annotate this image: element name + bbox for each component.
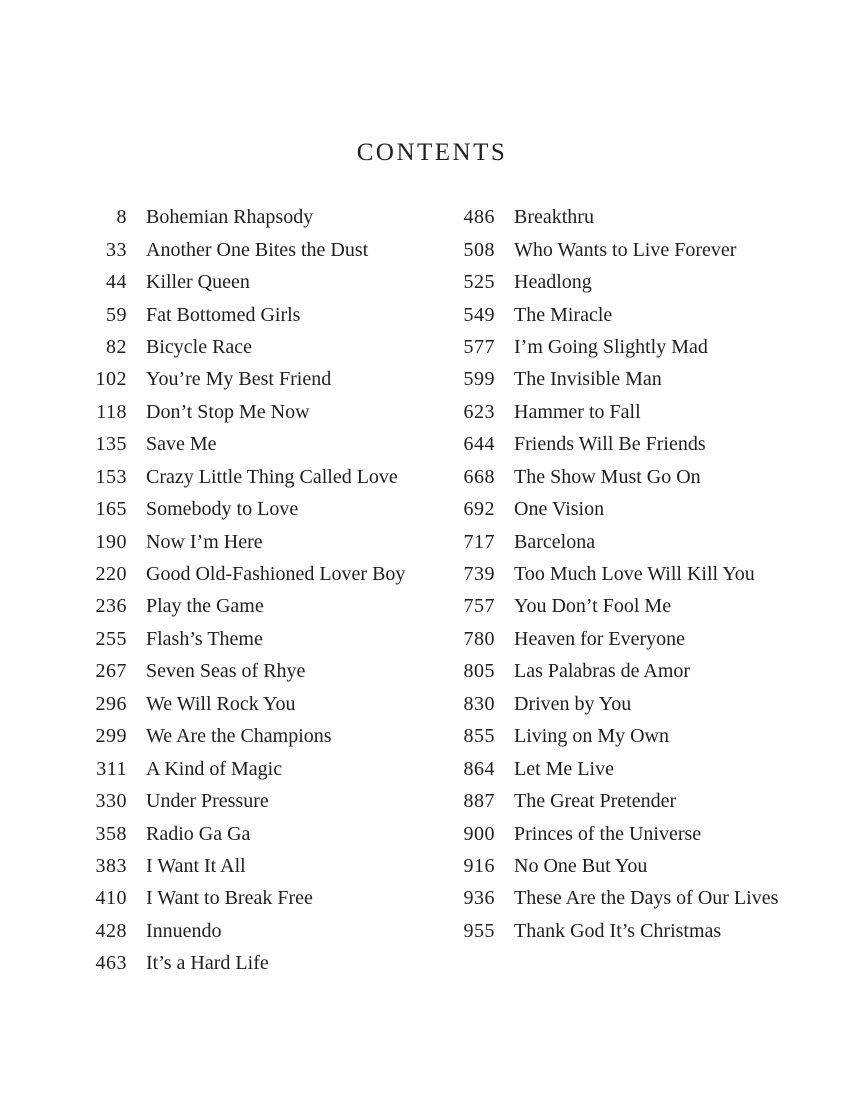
toc-entry-song-title: The Show Must Go On bbox=[514, 465, 701, 488]
toc-entry-page-number: 190 bbox=[95, 530, 127, 553]
toc-entry-page-number: 916 bbox=[463, 854, 495, 877]
toc-entry-page-number: 330 bbox=[95, 790, 127, 813]
toc-entry-page-number: 805 bbox=[463, 660, 495, 683]
toc-entry-song-title: A Kind of Magic bbox=[146, 757, 283, 780]
toc-entry-page-number: 165 bbox=[95, 498, 127, 521]
toc-entry bbox=[454, 266, 778, 298]
toc-entry-page-number: 255 bbox=[95, 627, 127, 650]
toc-entry-song-title: Princes of the Universe bbox=[514, 822, 702, 845]
toc-entry-page-number: 644 bbox=[463, 433, 495, 456]
toc-entry-song-title: Another One Bites the Dust bbox=[146, 238, 369, 261]
toc-entry-page-number: 102 bbox=[95, 368, 127, 391]
toc-entry bbox=[454, 461, 778, 493]
toc-entry bbox=[86, 493, 405, 525]
toc-entry bbox=[454, 817, 778, 849]
toc-entry-page-number: 267 bbox=[95, 660, 127, 683]
toc-entry-song-title: Thank God It’s Christmas bbox=[514, 919, 722, 942]
toc-entry-song-title: It’s a Hard Life bbox=[146, 952, 269, 975]
toc-entry-song-title: Seven Seas of Rhye bbox=[146, 660, 306, 683]
toc-entry bbox=[86, 817, 405, 849]
toc-entry bbox=[454, 233, 778, 265]
toc-entry-song-title: Radio Ga Ga bbox=[146, 822, 251, 845]
toc-entry bbox=[454, 752, 778, 784]
toc-entry bbox=[454, 720, 778, 752]
toc-entry-page-number: 236 bbox=[95, 595, 127, 618]
toc-entry-page-number: 623 bbox=[463, 400, 495, 423]
toc-entry-song-title: Friends Will Be Friends bbox=[514, 433, 706, 456]
toc-entry-page-number: 739 bbox=[463, 563, 495, 586]
toc-entry-page-number: 153 bbox=[95, 465, 127, 488]
toc-entry-page-number: 855 bbox=[463, 725, 495, 748]
toc-entry bbox=[454, 655, 778, 687]
toc-entry bbox=[454, 688, 778, 720]
toc-entry-song-title: Fat Bottomed Girls bbox=[146, 303, 301, 326]
toc-entry-page-number: 525 bbox=[463, 271, 495, 294]
toc-entry-song-title: Barcelona bbox=[514, 530, 596, 553]
toc-entry bbox=[454, 331, 778, 363]
toc-entry-song-title: I’m Going Slightly Mad bbox=[514, 335, 708, 358]
toc-entry-song-title: Now I’m Here bbox=[146, 530, 263, 553]
toc-entry-song-title: Headlong bbox=[514, 271, 592, 294]
toc-entry-song-title: Somebody to Love bbox=[146, 498, 299, 521]
toc-entry-page-number: 508 bbox=[463, 238, 495, 261]
toc-entry-song-title: You Don’t Fool Me bbox=[514, 595, 672, 618]
toc-entry-song-title: I Want to Break Free bbox=[146, 887, 313, 910]
toc-entry-page-number: 864 bbox=[463, 757, 495, 780]
toc-entry bbox=[86, 266, 405, 298]
toc-entry-song-title: Breakthru bbox=[514, 206, 594, 229]
toc-entry-page-number: 220 bbox=[95, 563, 127, 586]
toc-entry-page-number: 118 bbox=[96, 400, 127, 423]
toc-entry bbox=[454, 493, 778, 525]
toc-entry-page-number: 428 bbox=[95, 919, 127, 942]
toc-entry-page-number: 33 bbox=[106, 238, 127, 261]
toc-entry bbox=[86, 785, 405, 817]
toc-entry bbox=[454, 525, 778, 557]
toc-entry bbox=[86, 688, 405, 720]
toc-entry-song-title: I Want It All bbox=[146, 854, 246, 877]
toc-entry bbox=[86, 298, 405, 330]
toc-entry bbox=[86, 331, 405, 363]
toc-entry bbox=[86, 590, 405, 622]
toc-entry-song-title: Hammer to Fall bbox=[514, 400, 641, 423]
toc-entry-page-number: 59 bbox=[106, 303, 127, 326]
toc-entry-song-title: Flash’s Theme bbox=[146, 627, 263, 650]
toc-entry bbox=[86, 461, 405, 493]
toc-entry bbox=[454, 590, 778, 622]
toc-entry-song-title: The Great Pretender bbox=[514, 790, 677, 813]
toc-entry-page-number: 358 bbox=[95, 822, 127, 845]
toc-entry-song-title: Play the Game bbox=[146, 595, 264, 618]
toc-entry-song-title: You’re My Best Friend bbox=[146, 368, 332, 391]
toc-entry-song-title: We Will Rock You bbox=[146, 692, 296, 715]
toc-entry-song-title: Killer Queen bbox=[146, 271, 250, 294]
toc-entry bbox=[86, 655, 405, 687]
toc-entry bbox=[86, 947, 405, 979]
toc-entry-song-title: Driven by You bbox=[514, 692, 632, 715]
toc-entry bbox=[86, 363, 405, 395]
toc-entry-page-number: 900 bbox=[463, 822, 495, 845]
toc-entry-song-title: Bohemian Rhapsody bbox=[146, 206, 314, 229]
toc-entry bbox=[86, 233, 405, 265]
toc-entry bbox=[454, 882, 778, 914]
toc-entry-page-number: 296 bbox=[95, 692, 127, 715]
toc-entry bbox=[86, 882, 405, 914]
toc-entry-song-title: The Invisible Man bbox=[514, 368, 662, 391]
toc-entry-page-number: 577 bbox=[463, 335, 495, 358]
toc-entry-song-title: Crazy Little Thing Called Love bbox=[146, 465, 398, 488]
toc-entry-song-title: Good Old-Fashioned Lover Boy bbox=[146, 563, 406, 586]
toc-entry bbox=[454, 428, 778, 460]
toc-entry-song-title: Too Much Love Will Kill You bbox=[514, 563, 755, 586]
toc-entry bbox=[86, 752, 405, 784]
toc-entry-song-title: These Are the Days of Our Lives bbox=[514, 887, 779, 910]
toc-entry-page-number: 887 bbox=[463, 790, 495, 813]
contents-column-left bbox=[86, 201, 405, 980]
toc-entry-song-title: The Miracle bbox=[514, 303, 613, 326]
toc-entry-song-title: Under Pressure bbox=[146, 790, 269, 813]
toc-entry-page-number: 549 bbox=[463, 303, 495, 326]
toc-entry-page-number: 299 bbox=[95, 725, 127, 748]
toc-entry-page-number: 830 bbox=[463, 692, 495, 715]
toc-entry-song-title: Who Wants to Live Forever bbox=[514, 238, 737, 261]
toc-entry bbox=[86, 720, 405, 752]
toc-entry bbox=[454, 298, 778, 330]
toc-entry-song-title: Heaven for Everyone bbox=[514, 627, 686, 650]
toc-entry-page-number: 780 bbox=[463, 627, 495, 650]
toc-entry-page-number: 486 bbox=[463, 206, 495, 229]
toc-entry-song-title: Let Me Live bbox=[514, 757, 614, 780]
toc-entry bbox=[86, 623, 405, 655]
toc-entry bbox=[454, 363, 778, 395]
toc-entry-page-number: 692 bbox=[463, 498, 495, 521]
toc-entry-page-number: 936 bbox=[463, 887, 495, 910]
page-title: CONTENTS bbox=[356, 139, 508, 166]
toc-entry-page-number: 463 bbox=[95, 952, 127, 975]
toc-entry bbox=[454, 915, 778, 947]
toc-entry-song-title: No One But You bbox=[514, 854, 648, 877]
toc-entry-page-number: 82 bbox=[106, 335, 127, 358]
toc-entry bbox=[86, 396, 405, 428]
toc-entry-page-number: 410 bbox=[95, 887, 127, 910]
toc-entry bbox=[454, 558, 778, 590]
toc-entry bbox=[454, 396, 778, 428]
toc-entry bbox=[86, 201, 405, 233]
toc-entry-song-title: One Vision bbox=[514, 498, 605, 521]
toc-entry bbox=[454, 850, 778, 882]
toc-entry bbox=[454, 623, 778, 655]
toc-entry bbox=[86, 428, 405, 460]
toc-entry bbox=[86, 850, 405, 882]
toc-entry bbox=[86, 558, 405, 590]
toc-entry-page-number: 383 bbox=[95, 854, 127, 877]
toc-entry-page-number: 757 bbox=[463, 595, 495, 618]
toc-entry-song-title: Las Palabras de Amor bbox=[514, 660, 691, 683]
toc-entry bbox=[454, 785, 778, 817]
toc-entry-song-title: Living on My Own bbox=[514, 725, 669, 748]
toc-entry-page-number: 311 bbox=[96, 757, 127, 780]
toc-entry bbox=[86, 915, 405, 947]
toc-entry-page-number: 44 bbox=[106, 271, 127, 294]
toc-entry-song-title: Bicycle Race bbox=[146, 335, 253, 358]
toc-entry-page-number: 717 bbox=[463, 530, 495, 553]
toc-entry-page-number: 668 bbox=[463, 465, 495, 488]
toc-entry-song-title: Innuendo bbox=[146, 919, 222, 942]
toc-entry-song-title: We Are the Champions bbox=[146, 725, 332, 748]
toc-entry bbox=[454, 201, 778, 233]
toc-entry-page-number: 599 bbox=[463, 368, 495, 391]
toc-entry bbox=[86, 525, 405, 557]
toc-entry-song-title: Don’t Stop Me Now bbox=[146, 400, 310, 423]
toc-entry-page-number: 135 bbox=[95, 433, 127, 456]
toc-entry-page-number: 8 bbox=[116, 206, 127, 229]
toc-entry-song-title: Save Me bbox=[146, 433, 217, 456]
toc-entry-page-number: 955 bbox=[463, 919, 495, 942]
contents-column-right bbox=[454, 201, 778, 947]
